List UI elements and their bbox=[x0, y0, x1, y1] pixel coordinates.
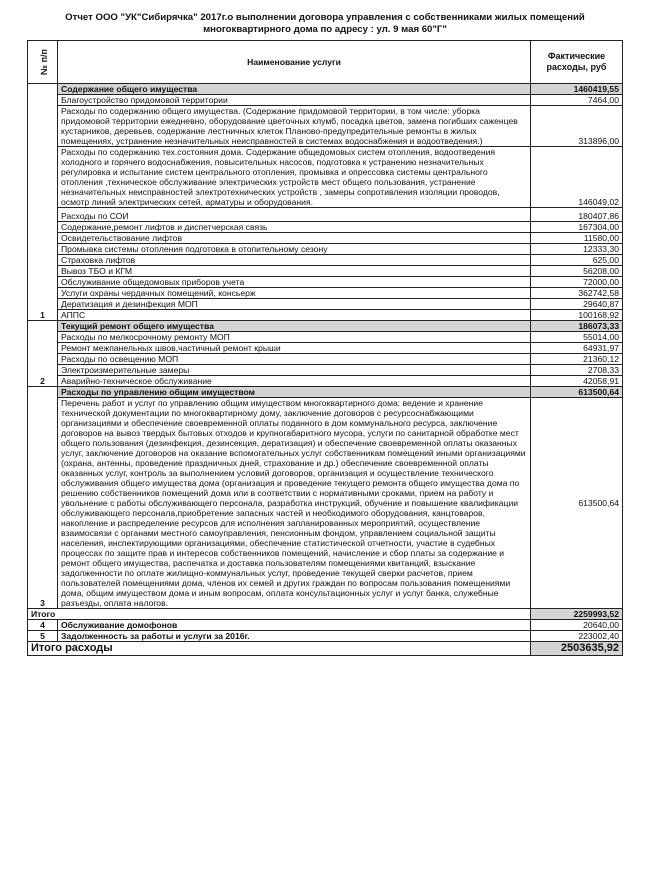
row-name: Расходы по мелкосрочному ремонту МОП bbox=[58, 332, 531, 343]
table-row bbox=[28, 310, 623, 321]
section-amount: 186073,33 bbox=[531, 321, 623, 332]
row-amount: 167304,00 bbox=[531, 222, 623, 233]
table-row bbox=[28, 332, 623, 343]
row-amount: 146049,02 bbox=[531, 147, 623, 208]
subtotal-amount: 2259993,52 bbox=[531, 609, 623, 620]
row-amount: 7464,00 bbox=[531, 95, 623, 106]
row-name: Обслуживание общедомовых приборов учета bbox=[58, 277, 531, 288]
table-row bbox=[28, 343, 623, 354]
row-name: Содержание,ремонт лифтов и диспетчерская связь bbox=[58, 222, 531, 233]
row-amount: 313896,00 bbox=[531, 106, 623, 147]
row-name: Услуги охраны чердачных помещений, консьерж bbox=[58, 288, 531, 299]
section-number: 3 bbox=[28, 387, 58, 609]
table-header bbox=[28, 41, 623, 84]
row-amount: 12333,30 bbox=[531, 244, 623, 255]
row-amount: 613500,64 bbox=[531, 398, 623, 609]
section-row bbox=[28, 321, 623, 332]
table-row bbox=[28, 631, 623, 642]
section-amount: 1460419,55 bbox=[531, 84, 623, 95]
header-name: Наименование услуги bbox=[58, 41, 531, 84]
row-amount: 180407,86 bbox=[531, 208, 623, 222]
row-amount: 223002,40 bbox=[531, 631, 623, 642]
row-name: АППС bbox=[58, 310, 531, 321]
row-amount: 21360,12 bbox=[531, 354, 623, 365]
row-name: Вывоз ТБО и КГМ bbox=[58, 266, 531, 277]
report-title bbox=[20, 12, 630, 36]
row-name: Расходы по содержанию общего имущества. (Содержание придомовой территории, в том числе: уборка придомовой территории ежедневно, оборудование цветочных клумб, посадка цветов, замена погибших саженцев кустарников, деревьев, содержание лестничных клеток Планово-предупредительные ремонты в жилых помещениях, устранение незначительных неисправностей в системах водоснабжения и водоотведения.) bbox=[58, 106, 531, 147]
report-title-line1: Отчет ООО "УК"Сибирячка" 2017г.о выполнении договора управления с собственниками жилых помещений bbox=[65, 12, 585, 23]
header-num: № п/п bbox=[28, 41, 58, 84]
grand-total-amount: 2503635,92 bbox=[531, 642, 623, 656]
table-row bbox=[28, 244, 623, 255]
row-amount: 72000,00 bbox=[531, 277, 623, 288]
row-name: Промывка системы отопления подготовка в отопительному сезону bbox=[58, 244, 531, 255]
table-row bbox=[28, 255, 623, 266]
section-row bbox=[28, 387, 623, 398]
row-name: Расходы по освещению МОП bbox=[58, 354, 531, 365]
header-amount: Фактические расходы, руб bbox=[531, 41, 623, 84]
row-amount: 64931,97 bbox=[531, 343, 623, 354]
row-amount: 56208,00 bbox=[531, 266, 623, 277]
table-row bbox=[28, 95, 623, 106]
section-amount: 613500,64 bbox=[531, 387, 623, 398]
table-row bbox=[28, 233, 623, 244]
row-name: Благоустройство придомовой территории bbox=[58, 95, 531, 106]
row-name: Расходы по СОИ bbox=[58, 208, 531, 222]
table-row bbox=[28, 299, 623, 310]
section-title: Расходы по управлению общим имуществом bbox=[58, 387, 531, 398]
row-amount: 100168,92 bbox=[531, 310, 623, 321]
section-row bbox=[28, 84, 623, 95]
row-amount: 2708,33 bbox=[531, 365, 623, 376]
row-amount: 42058,91 bbox=[531, 376, 623, 387]
grand-total-row bbox=[28, 642, 623, 656]
row-amount: 11580,00 bbox=[531, 233, 623, 244]
section-number: 2 bbox=[28, 321, 58, 387]
table-row bbox=[28, 288, 623, 299]
table-row bbox=[28, 106, 623, 147]
row-number: 5 bbox=[28, 631, 58, 642]
table-row bbox=[28, 354, 623, 365]
table-row bbox=[28, 222, 623, 233]
row-name: Расходы по содержанию тех.состояния дома. Содержание общедомовых систем отопления, водоотведения холодного и горячего водоснабжения, повысительных насосов, подготовка к устранению незначительных регулировка и испытание систем центрального отопления, промывка и опрессовка системы центрального отопления ,техническое обслуживание электрических устройств мест общего пользования, устранение незначительных неисправностей электротехнических устройств , замеры сопротивления изоляции проводов, осмотр линий электрических сетей, арматуры и оборудования. bbox=[58, 147, 531, 208]
report-title-line2: многоквартирного дома по адресу : ул. 9 мая 60"Г" bbox=[203, 24, 447, 35]
subtotal-row bbox=[28, 609, 623, 620]
table-row bbox=[28, 147, 623, 208]
row-name: Освидетельствование лифтов bbox=[58, 233, 531, 244]
row-name: Дератизация и дезинфекция МОП bbox=[58, 299, 531, 310]
row-amount: 362742,58 bbox=[531, 288, 623, 299]
table-row bbox=[28, 277, 623, 288]
row-number: 4 bbox=[28, 620, 58, 631]
row-name: Аварийно-техническое обслуживание bbox=[58, 376, 531, 387]
subtotal-label: Итого bbox=[28, 609, 531, 620]
row-name: Обслуживание домофонов bbox=[58, 620, 531, 631]
section-title: Содержание общего имущества bbox=[58, 84, 531, 95]
row-name: Перечень работ и услуг по управлению общим имуществом многоквартирного дома: ведение и хранение технической документации по многоквартирному дому, заключение договоров с ресурсоснабжающими организациями и обеспечение своевременной оплаты поданного в дом коммунального ресурса, заключение договоров на вывоз твердых бытовых отходов и крупногабаритного мусора, услуги по санитарной обработке мест общего пользования (дезинфекция, дезинсекция, дератизация) и обеспечение своевременной оплаты оказанных услуг, заключение договоров на оказание вспомогательных услуг собственникам помещений иными организациями (охрана, антенны, проведение праздничных дней, страхование и др.) обеспечение своевременной оплаты оказанных услуг, контроль за выполнением условий договоров, организация и осуществление технического обслуживания общего имущества дома (организация и проведение текущего ремонта общего имущества дома по решению собственников помещений дома или в соответствии с нормативными сроками, прием на работу и увольнение с работы обслуживающего персонала, разработка инструкций, обучение и повышение квалификации обслуживающего персонала,приобретение запасных частей и необходимого оборудования, канцтоваров, накопление и распределение ресурсов для исполнения запланированных мероприятий, осуществление взаимосвязи с органами местного самоуправления, пенсионным фондом, управлением социальной защиты населения, инспектирующими организациями, обеспечение статистической отчетности, участие в судебных процессах по защите прав и интересов собственников помещений, начисление и сбор платы за содержание и ремонт общего имущества, распечатка и доставка пользователям помещениями квитанций, взыскание задолженности по оплате жилищно-коммунальных услуг, проведение текущей сверки расчетов, прием пользователей помещениями дома, членов их семей и других граждан по вопросам пользования помещениями дома, общим имуществом дома и иным вопросам, оплата консультационных услуг и услуг банка, служебные разъезды, оплата налогов. bbox=[58, 398, 531, 609]
row-name: Ремонт межпанельных швов,частичный ремонт крыши bbox=[58, 343, 531, 354]
table-row bbox=[28, 398, 623, 609]
table-row bbox=[28, 266, 623, 277]
report-table bbox=[27, 40, 623, 656]
row-amount: 29640,87 bbox=[531, 299, 623, 310]
grand-total-label: Итого расходы bbox=[28, 642, 531, 656]
row-name: Страховка лифтов bbox=[58, 255, 531, 266]
table-row bbox=[28, 365, 623, 376]
table-row bbox=[28, 620, 623, 631]
row-amount: 20640,00 bbox=[531, 620, 623, 631]
section-title: Текущий ремонт общего имущества bbox=[58, 321, 531, 332]
row-name: Задолженность за работы и услуги за 2016г. bbox=[58, 631, 531, 642]
row-amount: 55014,00 bbox=[531, 332, 623, 343]
table-row bbox=[28, 376, 623, 387]
row-name: Электроизмерительные замеры bbox=[58, 365, 531, 376]
section-number: 1 bbox=[28, 84, 58, 321]
row-amount: 625,00 bbox=[531, 255, 623, 266]
table-row bbox=[28, 208, 623, 222]
